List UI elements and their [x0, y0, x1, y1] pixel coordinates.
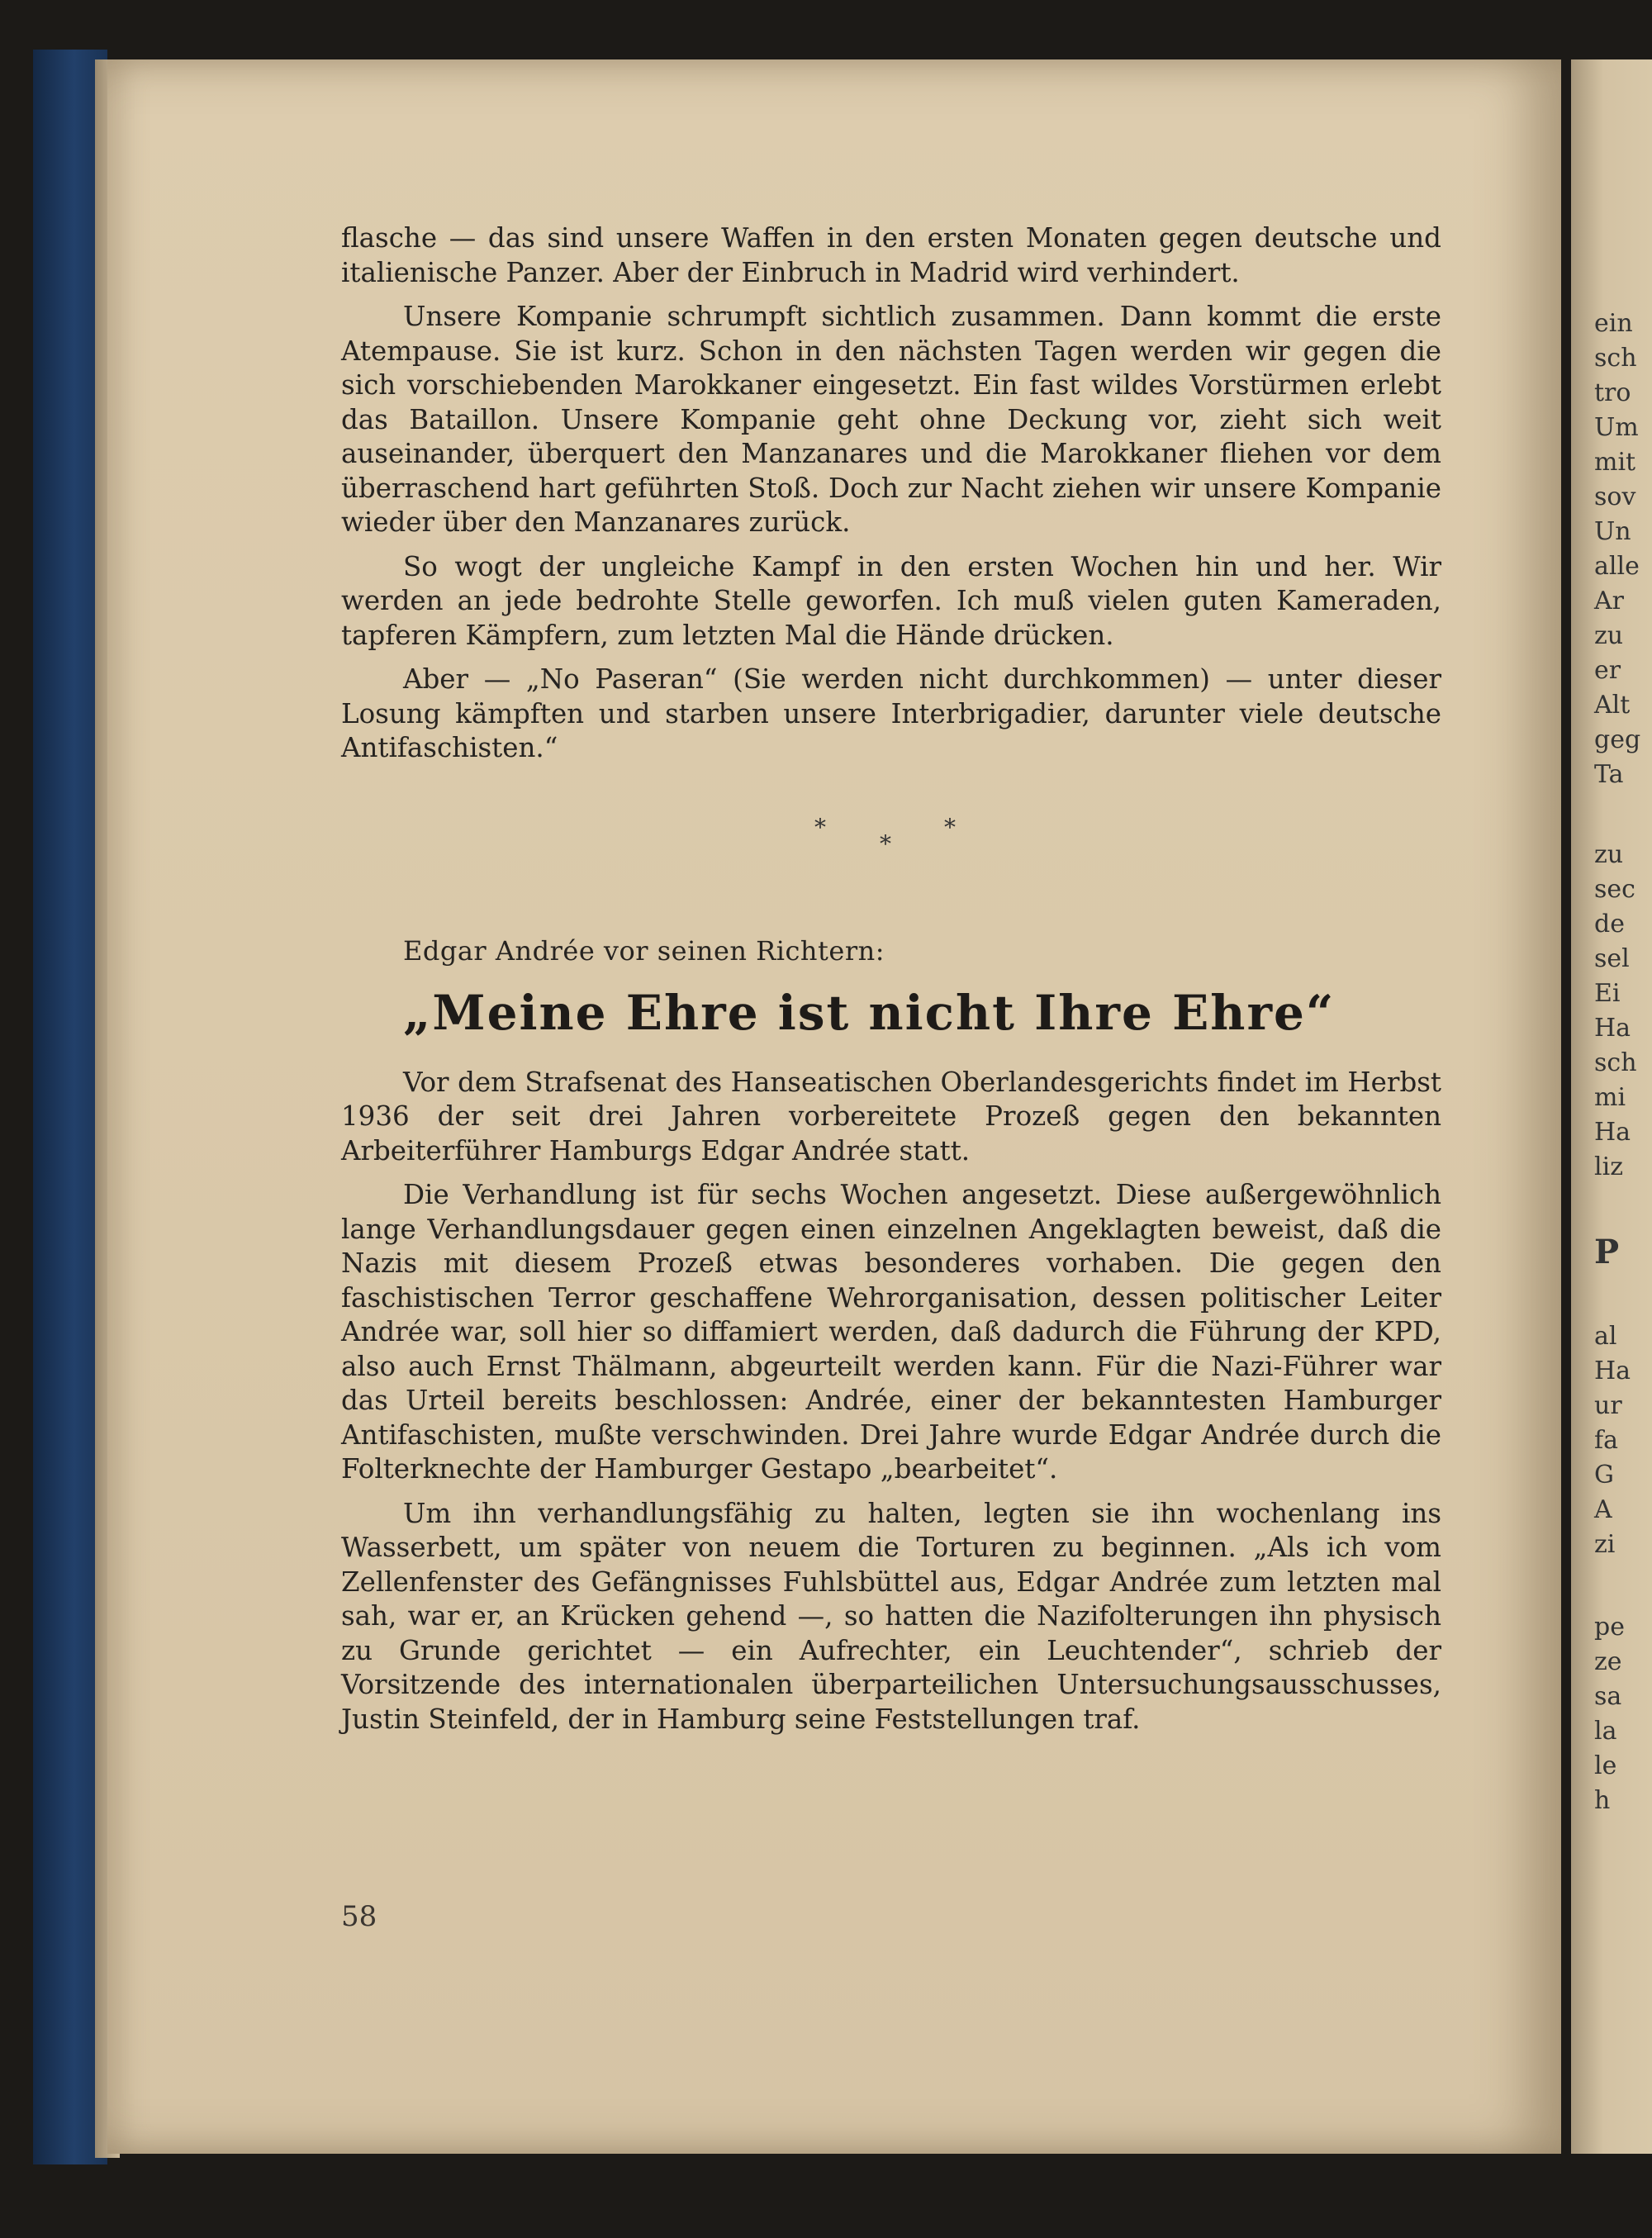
edge-word: sel	[1594, 944, 1630, 973]
edge-word: A	[1594, 1495, 1612, 1524]
edge-word: Un	[1594, 517, 1631, 546]
page-body	[341, 221, 1441, 1746]
edge-word: sec	[1594, 875, 1635, 904]
edge-word: zu	[1594, 621, 1624, 650]
edge-word: Ei	[1594, 979, 1621, 1008]
edge-word: pe	[1594, 1613, 1625, 1642]
chapter-headline: „Meine Ehre ist nicht Ihre Ehre“	[403, 985, 1336, 1041]
paragraph: Aber — „No Paseran“ (Sie werden nicht durchkommen) — unter dieser Losung kämpften und starben unsere Interbrigadier, darunter viele deutsche Antifaschisten.“	[341, 663, 1441, 763]
edge-word: fa	[1594, 1426, 1618, 1455]
edge-word: Um	[1594, 413, 1639, 442]
edge-word: geg	[1594, 725, 1641, 754]
paragraph: Vor dem Strafsenat des Hanseatischen Oberlandesgerichts findet im Herbst 1936 der seit drei Jahren vorbereitete Prozeß gegen den bekannten Arbeiterführer Hamburgs Edgar Andrée statt.	[341, 1066, 1441, 1167]
edge-word: mit	[1594, 448, 1636, 477]
edge-word: ur	[1594, 1391, 1622, 1420]
edge-word: mi	[1594, 1083, 1626, 1112]
edge-word: zi	[1594, 1530, 1616, 1559]
paragraph: Die Verhandlung ist für sechs Wochen angesetzt. Diese außergewöhnlich lange Verhandlungsdauer gegen einen einzelnen Angeklagten beweist, daß die Nazis mit diesem Prozeß etwas besonderes vorhaben. Die gegen den faschistischen Terror geschaffene Wehrorganisation, dessen politischer Leiter Andrée war, soll hier so diffamiert werden, daß dadurch die Führung der KPD, also auch Ernst Thälmann, abgeurteilt werden kann. Für die Nazi-Führer war das Urteil bereits beschlossen: Andrée, einer der bekanntesten Hamburger Antifaschisten, mußte verschwinden. Drei Jahre wurde Edgar Andrée durch die Folterknechte der Hamburger Gestapo „bearbeitet“.	[341, 1179, 1441, 1485]
paragraph-continuation: flasche — das sind unsere Waffen in den ersten Monaten gegen deutsche und italienische Panzer. Aber der Einbruch in Madrid wird verhindert.	[341, 222, 1441, 288]
section-separator	[341, 810, 1441, 900]
edge-word: G	[1594, 1461, 1614, 1490]
asterisk-ornament: *	[814, 813, 826, 841]
paragraph: Um ihn verhandlungsfähig zu halten, legten sie ihn wochenlang ins Wasserbett, um später von neuem die Torturen zu beginnen. „Als ich vom Zellenfenster des Gefängnisses Fuhlsbüttel aus, Edgar Andrée zum letzten mal sah, war er, an Krücken gehend —, so hatten die Nazifolterungen ihn physisch zu Grunde gerichtet — ein Aufrechter, ein Leuchtender“, schrieb der Vorsitzende des internationalen überparteilichen Untersuchungsausschusses, Justin Steinfeld, der in Hamburg seine Feststellungen traf.	[341, 1497, 1441, 1735]
edge-word: la	[1594, 1717, 1617, 1746]
section-intro: Edgar Andrée vor seinen Richtern:	[403, 934, 885, 967]
paragraph: So wogt der ungleiche Kampf in den ersten Wochen hin und her. Wir werden an jede bedrohte Stelle geworfen. Ich muß vielen guten Kameraden, tapferen Kämpfern, zum letzten Mal die Hände drücken.	[341, 550, 1441, 651]
edge-word: Ha	[1594, 1014, 1631, 1043]
edge-word: Ta	[1594, 760, 1624, 789]
edge-word: le	[1594, 1751, 1617, 1780]
edge-word: zu	[1594, 840, 1624, 869]
edge-word: sov	[1594, 482, 1636, 511]
edge-word: Alt	[1594, 691, 1631, 720]
edge-word: Ar	[1594, 587, 1625, 615]
paragraph: Unsere Kompanie schrumpft sichtlich zusammen. Dann kommt die erste Atempause. Sie ist kurz. Schon in den nächsten Tagen werden wir gegen die sich vorschiebenden Marokkaner eingesetzt. Ein fast wildes Vorstürmen erlebt das Bataillon. Unsere Kompanie geht ohne Deckung vor, zieht sich weit auseinander, überquert den Manzanares und die Marokkaner fliehen vor dem überraschend hart geführten Stoß. Doch zur Nacht ziehen wir unsere Kompanie wieder über den Manzanares zurück.	[341, 301, 1441, 538]
edge-word: sch	[1594, 1048, 1637, 1077]
asterisk-ornament: *	[880, 829, 891, 858]
edge-word: er	[1594, 656, 1621, 685]
edge-word: sa	[1594, 1682, 1622, 1711]
next-page-edge	[1571, 59, 1652, 2154]
edge-word: al	[1594, 1322, 1617, 1351]
edge-word: Ha	[1594, 1118, 1631, 1147]
edge-word: ze	[1594, 1647, 1622, 1676]
edge-word: alle	[1594, 552, 1640, 581]
edge-word: Ha	[1594, 1357, 1631, 1385]
edge-word: liz	[1594, 1152, 1623, 1181]
edge-word: h	[1594, 1786, 1611, 1815]
edge-word: sch	[1594, 344, 1637, 373]
page-number: 58	[341, 1900, 377, 1933]
asterisk-ornament: *	[944, 813, 956, 841]
edge-word: de	[1594, 910, 1625, 938]
edge-word: P	[1594, 1233, 1620, 1271]
edge-word: tro	[1594, 378, 1631, 407]
edge-word: ein	[1594, 309, 1633, 338]
